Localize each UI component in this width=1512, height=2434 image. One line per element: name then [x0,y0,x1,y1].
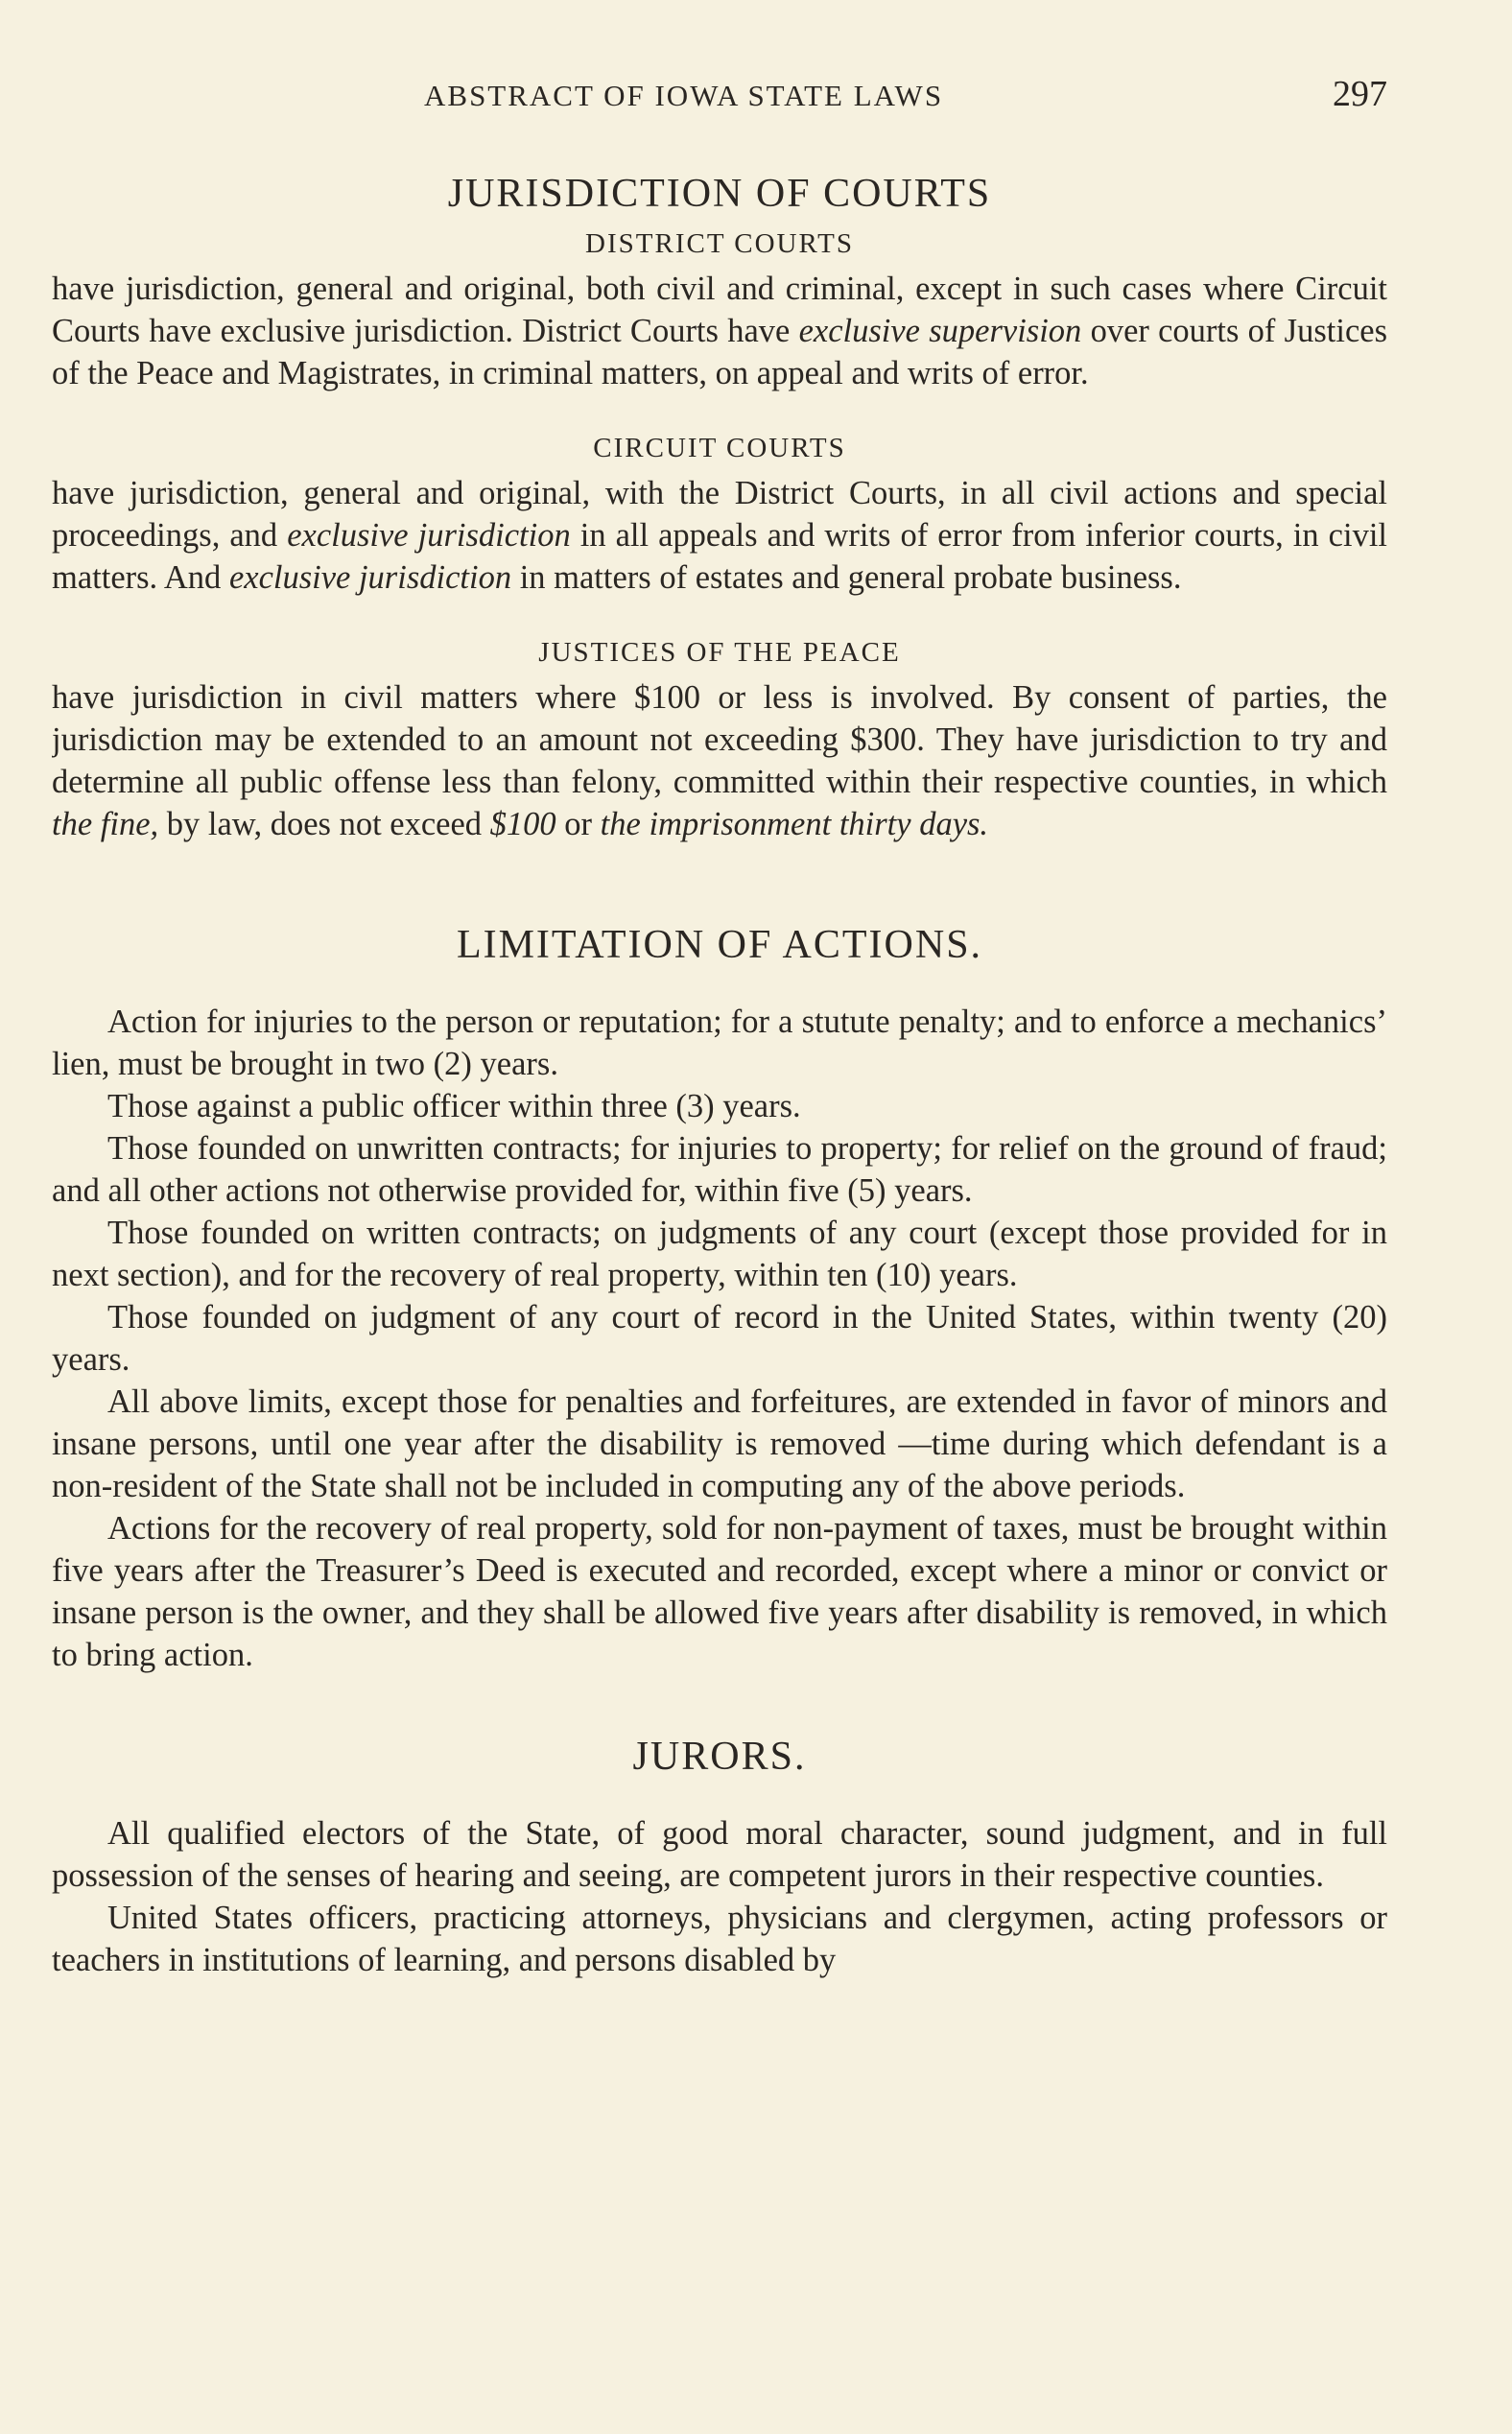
subheading-district-courts: DISTRICT COURTS [585,228,854,259]
text-run: have jurisdiction in civil matters where $100 or less is involved. By consent of parties, the jurisdiction may be extended to an amount not exceeding $300. They have jurisdiction to try and determine all public offense less than felony, committed within their respective counties, in which [52,679,1387,800]
subheading-circuit-courts: CIRCUIT COURTS [593,433,846,463]
paragraph-justices-of-the-peace [52,676,1387,845]
limitation-paragraph: Action for injuries to the person or reputation; for a stutute penalty; and to enforce a mechanics’ lien, must be brought in two (2) years. [52,1004,1387,1082]
running-head [52,58,1387,134]
limitation-paragraph: Those against a public officer within three (3) years. [107,1088,801,1124]
paragraph-district-courts [52,268,1387,394]
limitation-paragraph: Those founded on written contracts; on judgments of any court (except those provided for in next section), and for the recovery of real property, within ten (10) years. [52,1215,1387,1293]
limitation-paragraph: All above limits, except those for penalties and forfeitures, are extended in favor of minors and insane persons, until one year after the disability is removed —time during which defendant is a non-resident of the State shall not be included in computing any of the above periods. [52,1383,1387,1504]
italic-run: exclusive supervision [798,313,1082,349]
italic-run: exclusive jurisdiction [228,559,512,596]
paragraph-circuit-courts [52,472,1387,599]
section-title-limitation-of-actions: LIMITATION OF ACTIONS. [456,923,983,967]
text-run: have jurisdiction, general and original, both civil and criminal, except in such cases where Circuit Courts have exclusive jurisdiction. District Courts have [52,271,1387,349]
jurors-paragraph: United States officers, practicing attorneys, physicians and clergymen, acting professors or teachers in institutions of learning, and persons disabled by [52,1900,1387,1978]
limitation-paragraph: Actions for the recovery of real property, sold for non-payment of taxes, must be brought within five years after the Treasurer’s Deed is executed and recorded, except where a minor or convict or insane person is the owner, and they shall be allowed five years after disability is removed, in which to bring action. [52,1510,1387,1673]
text-run: or [555,806,601,842]
jurors-paragraphs [52,1812,1387,1981]
jurors-paragraph: All qualified electors of the State, of good moral character, sound judgment, and in full possession of the senses of hearing and seeing, are competent jurors in their respective counties. [52,1815,1387,1894]
italic-run: the imprisonment thirty days. [600,806,989,842]
text-run: by law, does not exceed [158,806,490,842]
page-number: 297 [1333,74,1387,114]
italic-run: $100 [489,806,556,842]
text-run: over courts of Justices of the Peace and Magistrates, in criminal matters, on appeal and writs of error. [52,313,1387,391]
limitation-paragraph: Those founded on unwritten contracts; for injuries to property; for relief on the ground of fraud; and all other actions not otherwise provided for, within five (5) years. [52,1130,1387,1209]
section-title-jurors: JURORS. [632,1735,807,1779]
limitation-paragraphs [52,1001,1387,1676]
text-run: in matters of estates and general probate business. [511,559,1182,596]
document-page [52,58,1387,2399]
limitation-paragraph: Those founded on judgment of any court of record in the United States, within twenty (20) years. [52,1299,1387,1378]
text-run: in all appeals and writs of error from inferior courts, in civil matters. And [52,517,1387,596]
italic-run: the fine, [52,806,159,842]
subheading-justices-of-the-peace: JUSTICES OF THE PEACE [538,637,901,668]
italic-run: exclusive jurisdiction [287,517,571,554]
section-title-jurisdiction: JURISDICTION OF COURTS [447,172,992,216]
running-title: ABSTRACT OF IOWA STATE LAWS [424,79,944,112]
text-run: have jurisdiction, general and original, with the District Courts, in all civil actions and special proceedings, and [52,475,1387,554]
